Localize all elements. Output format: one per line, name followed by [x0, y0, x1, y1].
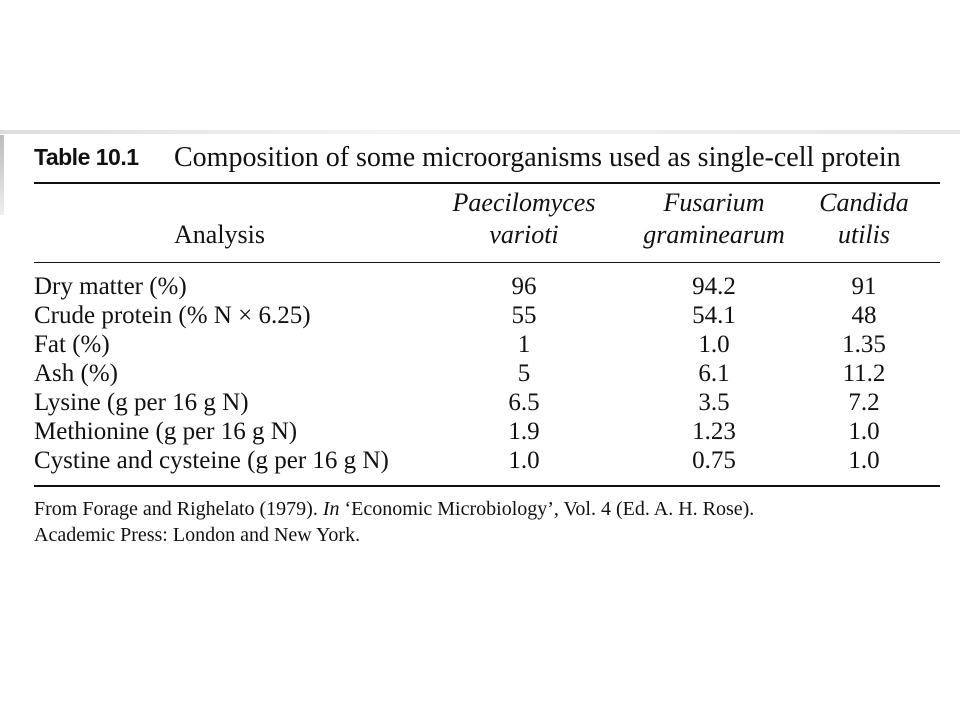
source-book: ‘Economic Microbiology’, Vol. 4 (Ed. A. H. Rose). — [339, 498, 755, 520]
cell-fusarium: 1.0 — [698, 331, 730, 358]
cell-paecilomyces: 1.9 — [508, 418, 540, 445]
table-block — [34, 142, 940, 487]
cell-paecilomyces: 96 — [511, 273, 537, 300]
table-row — [34, 418, 940, 446]
header-col1-line2: varioti — [489, 220, 559, 249]
source-note — [34, 496, 954, 548]
table-row — [34, 302, 940, 330]
table-title: Composition of some microorganisms used as single-cell protein — [174, 142, 901, 173]
header-col2-line2: graminearum — [643, 220, 785, 249]
table-body — [34, 263, 940, 485]
table-number: Table 10.1 — [34, 144, 139, 170]
cell-candida: 11.2 — [842, 360, 886, 387]
header-col1-line1: Paecilomyces — [452, 188, 596, 217]
cell-paecilomyces: 55 — [511, 302, 537, 329]
cell-paecilomyces: 1 — [517, 331, 531, 358]
table-row — [34, 360, 940, 388]
source-in: In — [322, 498, 340, 520]
source-line-1 — [34, 496, 954, 522]
cell-paecilomyces: 1.0 — [508, 447, 540, 474]
row-label: Lysine (g per 16 g N) — [34, 389, 249, 416]
table-caption — [34, 142, 940, 182]
scan-edge-left — [0, 135, 4, 215]
row-label: Dry matter (%) — [34, 273, 187, 300]
cell-fusarium: 94.2 — [692, 273, 736, 300]
cell-fusarium: 0.75 — [692, 447, 736, 474]
header-analysis: Analysis — [174, 220, 265, 249]
scan-edge-top — [0, 130, 960, 134]
cell-candida: 1.0 — [848, 447, 880, 474]
cell-candida: 7.2 — [848, 389, 880, 416]
cell-fusarium: 54.1 — [692, 302, 736, 329]
header-col2-line1: Fusarium — [663, 188, 765, 217]
row-label: Crude protein (% N × 6.25) — [34, 302, 311, 329]
cell-fusarium: 6.1 — [698, 360, 730, 387]
cell-paecilomyces: 5 — [517, 360, 531, 387]
row-label: Fat (%) — [34, 331, 110, 358]
bottom-rule — [34, 485, 940, 487]
cell-paecilomyces: 6.5 — [508, 389, 540, 416]
table-row — [34, 389, 940, 417]
cell-fusarium: 1.23 — [692, 418, 736, 445]
table-row — [34, 447, 940, 475]
table-header — [34, 184, 940, 262]
cell-candida: 91 — [851, 273, 877, 300]
source-line-2: Academic Press: London and New York. — [34, 524, 361, 546]
header-col3-line1: Candida — [819, 188, 909, 217]
table-row — [34, 331, 940, 359]
cell-candida: 1.35 — [842, 331, 886, 358]
row-label: Cystine and cysteine (g per 16 g N) — [34, 447, 389, 474]
row-label: Methionine (g per 16 g N) — [34, 418, 298, 445]
table-row — [34, 273, 940, 301]
cell-candida: 48 — [851, 302, 877, 329]
header-col3-line2: utilis — [837, 220, 890, 249]
cell-candida: 1.0 — [848, 418, 880, 445]
cell-fusarium: 3.5 — [698, 389, 730, 416]
source-citation: From Forage and Righelato (1979). — [34, 498, 323, 520]
row-label: Ash (%) — [34, 360, 119, 387]
